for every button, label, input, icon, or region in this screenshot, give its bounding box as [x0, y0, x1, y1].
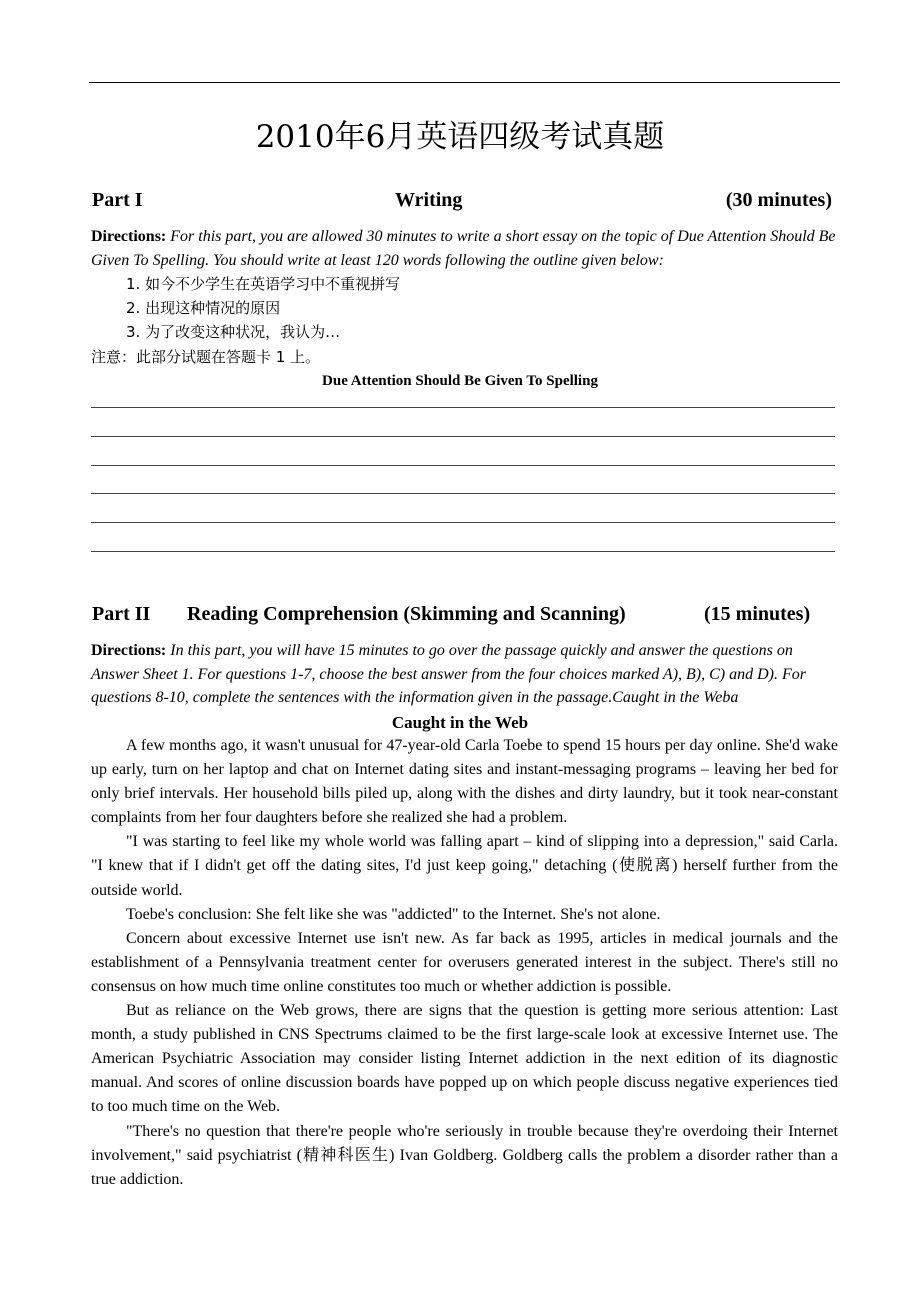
part2-label: Part II: [92, 603, 151, 625]
header-rule: [89, 82, 840, 83]
writing-line[interactable]: [91, 465, 835, 466]
part1-name: Writing: [395, 189, 463, 211]
writing-line[interactable]: [91, 407, 835, 408]
part2-name: Reading Comprehension (Skimming and Scanning): [187, 603, 626, 625]
passage-paragraph: "There's no question that there're people who're seriously in trouble because they're overdoing their Internet involvement," said psychiatrist (精神科医生) Ivan Goldberg. Goldberg calls the problem a disorder rather than a true addiction.: [91, 1122, 838, 1188]
passage-paragraph: Toebe's conclusion: She felt like she was "addicted" to the Internet. She's not alone.: [126, 905, 661, 923]
part1-label: Part I: [92, 189, 143, 211]
writing-line[interactable]: [91, 522, 835, 523]
part1-directions-text: For this part, you are allowed 30 minutes to write a short essay on the topic of Due Attention Should Be Given To Spelling. You should write at least 120 words following the outline given below:: [91, 228, 836, 269]
part2-directions: [91, 639, 836, 710]
page-title: 2010年6月英语四级考试真题: [255, 119, 665, 155]
writing-line[interactable]: [91, 436, 835, 437]
part2-time: (15 minutes): [704, 603, 811, 625]
part1-heading: [92, 187, 832, 213]
passage-paragraph: A few months ago, it wasn't unusual for 47-year-old Carla Toebe to spend 15 hours per day online. She'd wake up early, turn on her laptop and chat on Internet dating sites and instant-messaging programs – leaving her bed for only brief intervals. Her household bills piled up, along with the dishes and dirty laundry, but it took near-constant complaints from her four daughters before she realized she had a problem.: [91, 737, 838, 827]
passage-paragraph: "I was starting to feel like my whole world was falling apart – kind of slipping into a depression," said Carla. "I knew that if I didn't get off the dating sites, I'd just keep going," detaching (使脱离) herself further from the outside world.: [91, 833, 838, 899]
essay-title: Due Attention Should Be Given To Spelling: [322, 373, 598, 389]
part1-time: (30 minutes): [725, 189, 832, 211]
part2-heading: [92, 601, 832, 627]
part2-directions-text: In this part, you will have 15 minutes to go over the passage quickly and answer the questions on Answer Sheet 1. For questions 1-7, choose the best answer from the four choices marked A), B), C) and D). For questions 8-10, complete the sentences with the information given in the passage.Caught in the Weba: [91, 642, 807, 706]
outline-item: 2. 出现这种情况的原因: [126, 299, 281, 317]
passage-paragraph: But as reliance on the Web grows, there are signs that the question is getting more serious attention: Last month, a study published in CNS Spectrums claimed to be the first large-scale look at excessive Internet use. The American Psychiatric Association may consider listing Internet addiction in the next edition of its diagnostic manual. And scores of online discussion boards have popped up on which people discuss negative experiences tied to too much time on the Web.: [91, 1002, 838, 1116]
essay-outline: [126, 272, 400, 344]
passage-paragraph: Concern about excessive Internet use isn't new. As far back as 1995, articles in medical journals and the establishment of a Pennsylvania treatment center for overusers generated interest in the subject. There's still no consensus on how much time online constitutes too much or whether addiction is possible.: [91, 929, 838, 995]
writing-line[interactable]: [91, 493, 835, 494]
outline-item: 1. 如今不少学生在英语学习中不重视拼写: [126, 275, 401, 293]
passage-title: Caught in the Web: [391, 713, 529, 732]
outline-item: 3. 为了改变这种状况，我认为…: [126, 323, 341, 341]
writing-line[interactable]: [91, 551, 835, 552]
answer-sheet-note: 注意：此部分试题在答题卡 1 上。: [91, 348, 321, 366]
part1-directions-label: Directions:: [91, 228, 167, 245]
reading-passage: [91, 734, 838, 1192]
part1-directions: [91, 225, 836, 272]
part2-directions-label: Directions:: [91, 642, 167, 659]
